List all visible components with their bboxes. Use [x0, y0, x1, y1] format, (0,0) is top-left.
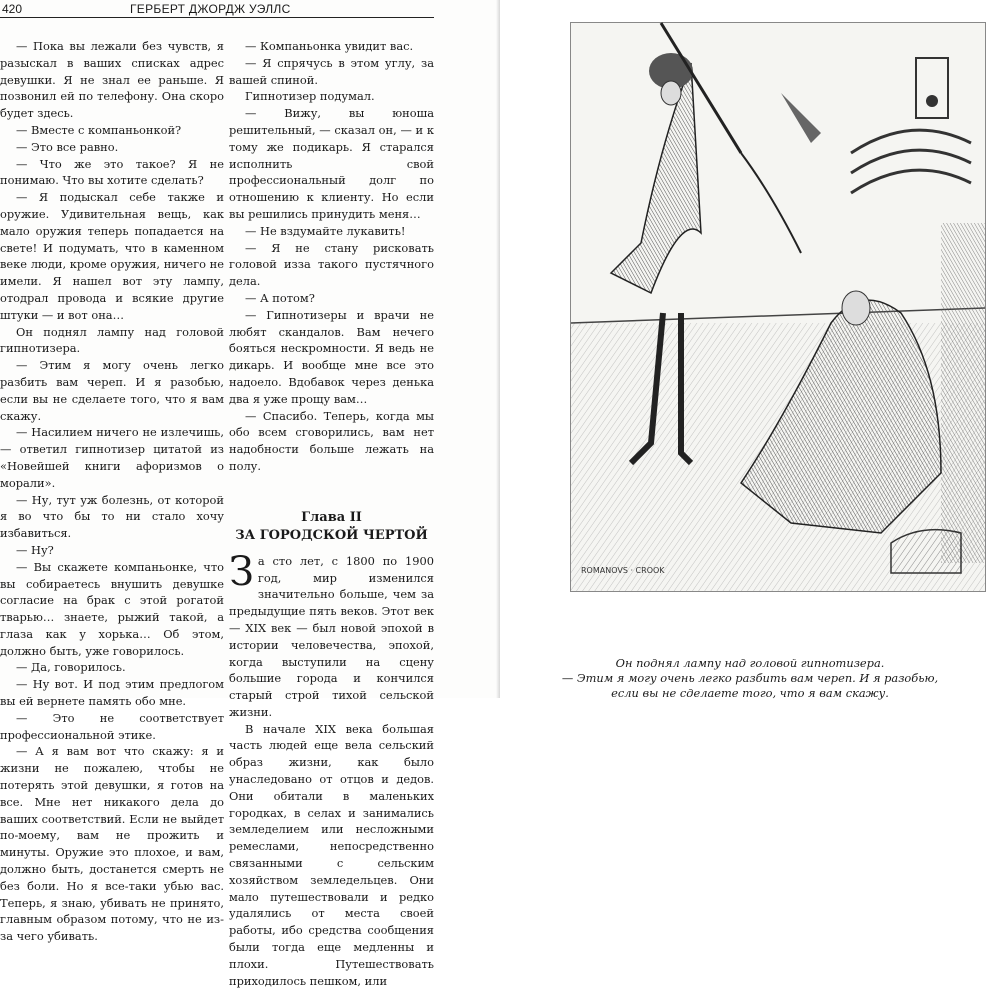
paragraph: — А потом?: [245, 290, 315, 305]
running-title: ГЕРБЕРТ ДЖОРДЖ УЭЛЛС: [130, 2, 291, 16]
left-page: [0, 0, 500, 988]
text-column-2: [229, 38, 434, 989]
paragraph: [229, 548, 434, 721]
caption-line: — Этим я могу очень легко разбить вам череп. И я разобью,: [561, 671, 939, 685]
chapter-heading: [229, 509, 434, 545]
illustration-signature: ROMANOVS · CROOK: [581, 566, 665, 575]
paragraph: — Я не стану рисковать головой изза такого пустячного дела.: [229, 240, 434, 289]
paragraph: — Я подыскал себе также и оружие. Удивительная вещь, как мало оружия теперь попадается на свете! И подумать, что в каменном веке люди, кроме оружия, ничего не имели. Я нашел вот эту лампу, отодрал провода и всякие другие штуки — и вот она…: [0, 190, 224, 322]
paragraph: — Что же это такое? Я не понимаю. Что вы хотите сделать?: [0, 156, 224, 188]
paragraph: — Ну, тут уж болезнь, от которой я во что бы то ни стало хочу избавиться.: [0, 492, 224, 541]
paragraph: Он поднял лампу над головой гипнотизера.: [0, 324, 224, 356]
chapter-number: Глава II: [301, 509, 362, 525]
caption-line: Он поднял лампу над головой гипнотизера.: [615, 656, 885, 670]
paragraph: — А я вам вот что скажу: я и жизни не пожалею, чтобы не потерять этой девушки, я готов на все. Мне нет никакого дела до ваших соответствий. Если не выйдет по-моему, вам не прожить и минуты. Оружие это плохое, и вам, должно быть, достанется смерть не без боли. Но я все-таки убью вас. Теперь, я знаю, убивать не принято, главным образом потому, что не из-за чего убивать.: [0, 744, 224, 944]
paragraph: В начале XIX века большая часть людей еще вела сельский образ жизни, как было унаследовано от отцов и дедов. Они обитали в маленьких городках, в селах и занимались земледелием или несложными ремеслами, непосредственно связанными с сельским хозяйством земледельцев. Они мало путешествовали и редко удалялись от места своей работы, ибо средства сообщения были тогда еще медленны и плохи. Путешествовать приходилось пешком, или: [229, 721, 434, 988]
paragraph: — Я спрячусь в этом углу, за вашей спиной.: [229, 55, 434, 87]
paragraph: — Вместе с компаньонкой?: [16, 122, 182, 137]
paragraph-text: а сто лет, с 1800 по 1900 год, мир изменился значительно больше, чем за предыдущие пять веков. Этот век — XIX век — был новой эпохой в истории человечества, эпохой, когда выступили на сцену большие города и кончился старый строй тихой сельской жизни.: [229, 553, 434, 719]
paragraph: — Компаньонка увидит вас.: [245, 39, 414, 53]
text-column-1: [0, 38, 224, 945]
right-page: [500, 0, 1000, 698]
paragraph: — Вы скажете компаньонке, что вы собираетесь внушить девушке согласие на брак с этой рогатой тварью… знаете, рыжий такой, а глаза как у хорька… Об этом, должно быть, уже говорилось.: [0, 559, 224, 658]
running-header: [0, 0, 434, 18]
chapter-title: ЗА ГОРОДСКОЙ ЧЕРТОЙ: [235, 527, 428, 543]
illustration-caption: [500, 656, 1000, 701]
paragraph: — Ну вот. И под этим предлогом вы ей вернете память обо мне.: [0, 677, 224, 709]
paragraph: — Вижу, вы юноша решительный, — сказал он, — и к тому же подикарь. Я старался исполнить свой профессиональный долг по отношению к клиенту. Но если вы решились принудить меня…: [229, 106, 434, 221]
paragraph: — Это все равно.: [16, 139, 119, 154]
page-number: 420: [2, 2, 23, 16]
paragraph: — Пока вы лежали без чувств, я разыскал в ваших списках адрес девушки. Я не знал ее раньше. Я позвонил ей по телефону. Она скоро будет здесь.: [0, 39, 224, 121]
illustration: [570, 22, 986, 592]
paragraph: Гипнотизер подумал.: [245, 89, 375, 104]
paragraph: — Ну?: [16, 542, 54, 557]
paragraph: — Гипнотизеры и врачи не любят скандалов. Вам нечего бояться нескромности. Я ведь не дикарь. И вообще мне все это надоело. Вдобавок через денька два я уже прощу вам…: [229, 307, 434, 406]
paragraph: — Спасибо. Теперь, когда мы обо всем сговорились, вам нет надобности больше лежать на полу.: [229, 408, 434, 473]
paragraph: — Да, говорилось.: [16, 660, 126, 675]
paragraph: — Не вздумайте лукавить!: [245, 223, 406, 238]
illustration-drawing: [571, 23, 985, 591]
paragraph: — Этим я могу очень легко разбить вам череп. И я разобью, если вы не сделаете того, что я вам скажу.: [0, 358, 224, 423]
drop-cap: З: [229, 548, 254, 595]
caption-line: если вы не сделаете того, что я вам скажу.: [611, 686, 889, 700]
paragraph: — Это не соответствует профессиональной этике.: [0, 710, 224, 742]
header-rule: [0, 17, 434, 18]
paragraph: — Насилием ничего не излечишь, — ответил гипнотизер цитатой из «Новейшей книги афоризмов о морали».: [0, 425, 224, 490]
